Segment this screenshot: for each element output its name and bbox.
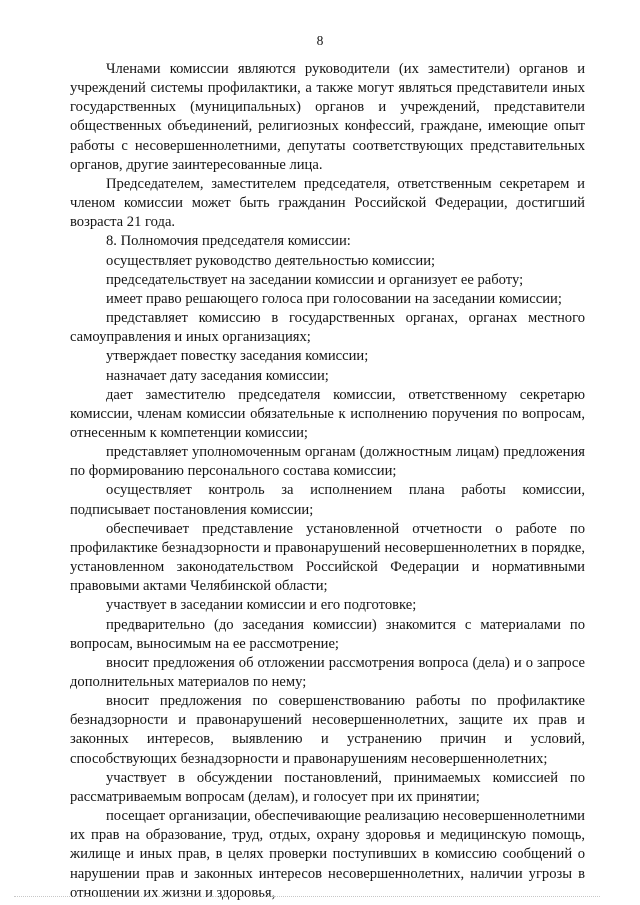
scan-edge-rule [14, 896, 600, 897]
list-item: посещает организации, обеспечивающие реализацию несовершеннолетними их прав на образование, труд, отдых, охрану здоровья и медицинскую помощь, жилище и иных прав, в целях проверки поступивших в комиссию сообщений о нарушении прав и законных интересов несовершеннолетних, наличии угрозы в отношении их жизни и здоровья, [70, 808, 585, 901]
list-item: назначает дату заседания комиссии; [106, 367, 329, 384]
list-item: вносит предложения по совершенствованию работы по профилактике безнадзорности и правонарушений несовершеннолетних, защите их прав и законных интересов, выявлению и устранению причин и условий, способствующих безнадзорности и правонарушениям несовершеннолетних; [70, 693, 585, 767]
page-number: 8 [316, 33, 324, 48]
list-item: вносит предложения об отложении рассмотрения вопроса (дела) и о запросе дополнительных материалов по нему; [70, 654, 585, 690]
section-heading-chairman-powers: 8. Полномочия председателя комиссии: [106, 233, 351, 250]
list-item: предварительно (до заседания комиссии) знакомится с материалами по вопросам, выносимым на ее рассмотрение; [70, 616, 585, 652]
document-body [70, 60, 585, 903]
list-item: дает заместителю председателя комиссии, ответственному секретарю комиссии, членам комиссии обязательные к исполнению поручения по вопросам, отнесенным к компетенции комиссии; [70, 386, 585, 441]
paragraph-officer-eligibility: Председателем, заместителем председателя, ответственным секретарем и членом комиссии может быть гражданин Российской Федерации, достигший возраста 21 года. [70, 175, 585, 231]
list-item: имеет право решающего голоса при голосовании на заседании комиссии; [106, 290, 562, 307]
list-item: утверждает повестку заседания комиссии; [106, 348, 369, 365]
list-item: осуществляет контроль за исполнением плана работы комиссии, подписывает постановления комиссии; [70, 482, 585, 518]
paragraph-commission-members: Членами комиссии являются руководители (их заместители) органов и учреждений системы профилактики, а также могут являться представители иных государственных (муниципальных) органов и учреждений, представители общественных объединений, религиозных конфессий, граждане, имеющие опыт работы с несовершеннолетними, депутаты соответствующих представительных органов, другие заинтересованные лица. [70, 61, 585, 173]
list-item: обеспечивает представление установленной отчетности о работе по профилактике безнадзорности и правонарушений несовершеннолетних в порядке, установленном законодательством Российской Федерации и нормативными правовыми актами Челябинской области; [70, 520, 585, 595]
list-item: представляет комиссию в государственных органах, органах местного самоуправления и иных организациях; [70, 310, 585, 346]
list-item: участвует в обсуждении постановлений, принимаемых комиссией по рассматриваемым вопросам (делам), и голосует при их принятии; [70, 769, 585, 805]
list-item: осуществляет руководство деятельностью комиссии; [106, 252, 436, 269]
list-item: участвует в заседании комиссии и его подготовке; [106, 597, 417, 614]
list-item: представляет уполномоченным органам (должностным лицам) предложения по формированию персонального состава комиссии; [70, 444, 585, 480]
list-item: председательствует на заседании комиссии и организует ее работу; [106, 271, 524, 288]
